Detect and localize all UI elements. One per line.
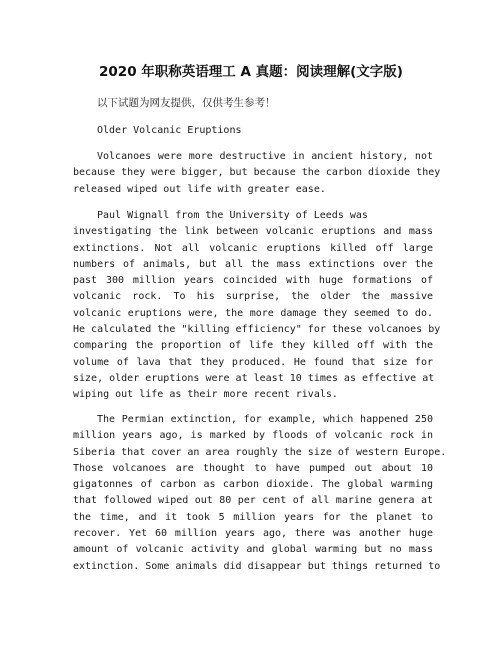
paragraph-2 — [73, 208, 441, 404]
article-heading: Older Volcanic Eruptions — [97, 125, 242, 136]
paragraph-line: million years ago, is marked by floods of volcanic rock in — [73, 430, 433, 442]
paragraph-line: investigating the link between volcanic eruptions and mass — [73, 226, 433, 238]
paragraph-line: He calculated the "killing efficiency" for these volcanoes by — [73, 324, 441, 336]
paragraph-line: Volcanoes were more destructive in ancient history, not — [97, 151, 433, 162]
paragraph-line: The Permian extinction, for example, which happened 250 — [97, 414, 433, 425]
paragraph-line: numbers of animals, but all the mass extinctions over the — [73, 258, 433, 270]
paragraph-line: gigatonnes of carbon as carbon dioxide. The global warming — [73, 479, 433, 491]
paragraph-line: the time, and it took 5 million years for the planet to — [73, 511, 433, 523]
paragraph-line: size, older eruptions were at least 10 times as effective at — [73, 372, 435, 384]
paragraph-line: extinction. Some animals did disappear but things returned to — [73, 560, 441, 572]
source-note: 以下试题为网友提供，仅供考生参考！ — [97, 97, 276, 109]
document-title: 2020 年职称英语理工 A 真题：阅读理解(文字版) — [99, 64, 403, 80]
paragraph-1 — [73, 149, 441, 198]
paragraph-line: Those volcanoes are thought to have pumped out about 10 — [73, 462, 433, 474]
paragraph-line: Siberia that cover an area roughly the size of western Europe. — [73, 446, 447, 458]
paragraph-line: wiping out life as their more recent rivals. — [73, 389, 338, 401]
paragraph-line: extinctions. Not all volcanic eruptions killed off large — [73, 242, 433, 254]
paragraph-3 — [73, 412, 447, 575]
paragraph-line: comparing the proportion of life they killed off with the — [73, 340, 433, 352]
paragraph-line: volcanic eruptions were, the more damage they seemed to do. — [73, 307, 433, 319]
paragraph-line: volcanic rock. To his surprise, the older the massive — [73, 291, 433, 303]
paragraph-line: Paul Wignall from the University of Leeds was — [97, 210, 368, 221]
paragraph-line: amount of volcanic activity and global warming but no mass — [73, 544, 433, 556]
paragraph-line: released wiped out life with greater ease. — [73, 183, 326, 195]
paragraph-line: that followed wiped out 80 per cent of all marine genera at — [73, 495, 433, 507]
paragraph-line: past 300 million years coincided with huge formations of — [73, 275, 433, 287]
paragraph-line: recover. Yet 60 million years ago, there was another huge — [73, 528, 433, 540]
paragraph-line: volume of lava that they produced. He found that size for — [73, 356, 433, 368]
paragraph-line: because they were bigger, but because the carbon dioxide they — [73, 167, 441, 179]
